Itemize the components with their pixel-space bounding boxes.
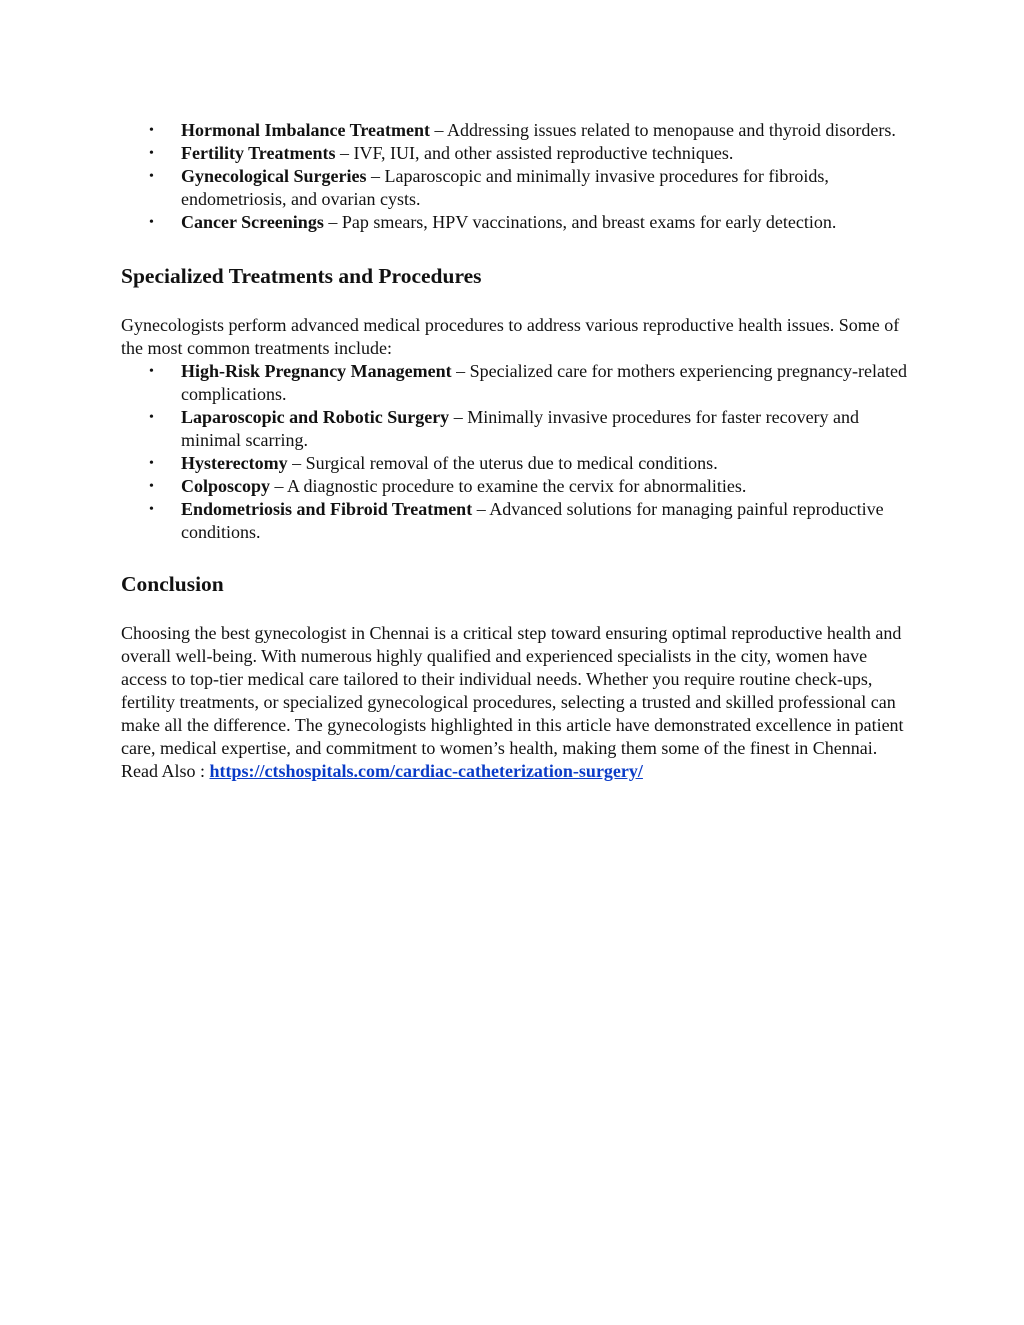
conclusion-text: Choosing the best gynecologist in Chennai is a critical step toward ensuring optimal reproductive health and overall well-being. With numerous highly qualified and experienced specialists in the city, women have access to top-tier medical care tailored to their individual needs. Whether you require routine check-ups, fertility treatments, or specialized gynecological procedures, selecting a trusted and skilled professional can make all the difference. The gynecologists highlighted in this article have demonstrated excellence in patient care, medical expertise, and commitment to women’s health, making them some of the finest in Chennai. Read Also : xyxy=(121,623,904,781)
list-item-desc: – IVF, IUI, and other assisted reproductive techniques. xyxy=(335,143,734,163)
list-item-term: Fertility Treatments xyxy=(181,143,336,163)
list-item xyxy=(121,142,911,165)
treatments-list xyxy=(121,360,911,544)
list-item xyxy=(121,360,911,406)
list-item-desc: – A diagnostic procedure to examine the cervix for abnormalities. xyxy=(270,476,747,496)
list-item-term: High-Risk Pregnancy Management xyxy=(181,361,452,381)
bullet-icon: • xyxy=(149,169,154,184)
list-item-desc: – Minimally invasive procedures for faster recovery and minimal scarring. xyxy=(181,407,860,450)
list-item xyxy=(121,498,911,544)
bullet-icon: • xyxy=(149,410,154,425)
list-item-term: Endometriosis and Fibroid Treatment xyxy=(181,499,473,519)
list-item-desc: – Advanced solutions for managing painful reproductive conditions. xyxy=(181,499,884,542)
list-item-desc: – Laparoscopic and minimally invasive procedures for fibroids, endometriosis, and ovarian cysts. xyxy=(181,166,829,209)
list-item-term: Cancer Screenings xyxy=(181,212,324,232)
list-item-term: Laparoscopic and Robotic Surgery xyxy=(181,407,450,427)
list-item-desc: – Addressing issues related to menopause and thyroid disorders. xyxy=(429,120,896,140)
bullet-icon: • xyxy=(149,456,154,471)
read-also-link[interactable]: https://ctshospitals.com/cardiac-catheterization-surgery/ xyxy=(209,761,643,781)
list-item-desc: – Specialized care for mothers experiencing pregnancy-related complications. xyxy=(181,361,907,404)
section-heading: Specialized Treatments and Procedures xyxy=(121,264,482,288)
list-item-term: Gynecological Surgeries xyxy=(181,166,367,186)
document-page xyxy=(121,119,911,783)
list-item-desc: – Surgical removal of the uterus due to medical conditions. xyxy=(287,453,718,473)
list-item-term: Colposcopy xyxy=(181,476,271,496)
bullet-icon: • xyxy=(149,215,154,230)
list-item-term: Hysterectomy xyxy=(181,453,288,473)
list-item-desc: – Pap smears, HPV vaccinations, and breast exams for early detection. xyxy=(323,212,837,232)
list-item xyxy=(121,119,911,142)
bullet-icon: • xyxy=(149,502,154,517)
section-intro: Gynecologists perform advanced medical procedures to address various reproductive health issues. Some of the most common treatments include: xyxy=(121,315,900,358)
services-list xyxy=(121,119,911,234)
list-item xyxy=(121,165,911,211)
conclusion-body xyxy=(121,622,911,783)
list-item xyxy=(121,211,911,234)
bullet-icon: • xyxy=(149,123,154,138)
list-item xyxy=(121,475,911,498)
list-item xyxy=(121,452,911,475)
conclusion-heading: Conclusion xyxy=(121,572,224,596)
list-item-term: Hormonal Imbalance Treatment xyxy=(181,120,430,140)
list-item xyxy=(121,406,911,452)
bullet-icon: • xyxy=(149,364,154,379)
bullet-icon: • xyxy=(149,146,154,161)
bullet-icon: • xyxy=(149,479,154,494)
